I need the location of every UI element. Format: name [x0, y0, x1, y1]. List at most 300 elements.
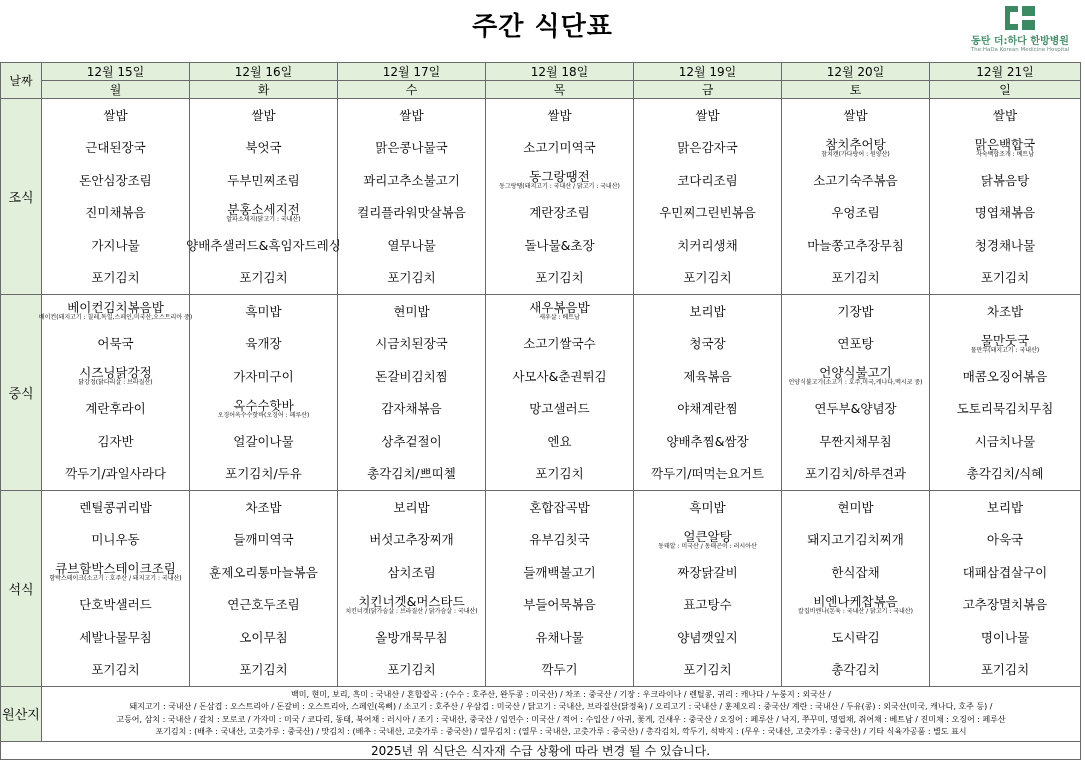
origin-line: 백미, 현미, 보리, 흑미 : 국내산 / 혼합잡곡 : (수수 : 호주산, 완두콩 : 미국산) / 차조 : 중국산 / 기장 : 우크라이나 / 렌틸콩, 귀리 : 캐나다 / 누룽지 : 외국산 /: [291, 690, 831, 699]
menu-item: [930, 621, 1080, 654]
menu-item: [486, 621, 633, 654]
menu-item-name: 렌틸콩귀리밥: [79, 499, 152, 515]
menu-item-origin-note: 물만두(돼지고기 : 국내산): [970, 346, 1040, 354]
meal-cell: [38, 295, 193, 491]
menu-item-name: 올방개묵무침: [375, 629, 448, 645]
menu-item-name: 단호박샐러드: [79, 597, 152, 613]
menu-item-name: 한식잡채: [831, 564, 880, 580]
menu-item: [190, 132, 337, 165]
menu-item-origin-note: 동그랑땡(돼지고기 : 국내산 / 닭고기 : 국내산): [499, 183, 620, 191]
menu-item: [42, 654, 189, 687]
meal-cell: [930, 99, 1081, 295]
menu-item: [930, 197, 1080, 230]
menu-item: [486, 262, 633, 295]
meal-cell: [782, 99, 930, 295]
meal-cell: [634, 99, 782, 295]
menu-item-name: 들깨백불고기: [523, 564, 596, 580]
origin-line: 고등어, 삼치 : 국내산 / 갈치 : 모로코 / 가자미 : 미국 / 코다리, 동태, 북어채 : 러시아 / 조기 : 국내산, 중국산 / 임연수 : 미국산 / 적어 : 수입산 / 아귀, 꽃게, 건새우 : 중국산 / 오징어 : 페루산 / 낙지, 쭈꾸미, 명엽채, 쥐어채 : 베트남 / 진미채 : 오징어 : 페루산: [116, 714, 1006, 724]
menu-item-name: 근대된장국: [85, 140, 146, 156]
meal-cell: [338, 491, 486, 687]
menu-item-name: 양배추찜&쌈장: [666, 433, 749, 449]
menu-item-name: 삼치조림: [387, 564, 436, 580]
menu-item: [42, 328, 189, 361]
menu-item: [634, 589, 781, 622]
menu-item: [338, 654, 485, 687]
menu-item-name: 혼합잡곡밥: [529, 499, 590, 515]
page-title: 주간 식단표: [472, 12, 613, 42]
menu-item-name: 현미밥: [837, 499, 874, 515]
weekday-cell: 화: [190, 81, 338, 99]
menu-item: [42, 99, 189, 132]
menu-item: [930, 295, 1080, 328]
menu-item: [338, 491, 485, 524]
menu-item-name: 명이나물: [980, 629, 1030, 645]
meal-cell: [42, 99, 190, 295]
menu-item: [634, 621, 781, 654]
date-header-label: 날짜: [1, 63, 42, 99]
menu-item: [486, 425, 633, 458]
menu-item: [338, 164, 485, 197]
menu-item: [486, 458, 633, 491]
meal-label: 조식: [1, 99, 42, 295]
menu-item-name: 가자미구이: [233, 368, 294, 384]
menu-item-name: 도시락김: [831, 629, 880, 645]
menu-item: [634, 654, 781, 687]
menu-item: [634, 556, 781, 589]
menu-item: [930, 99, 1080, 132]
menu-item: [634, 132, 781, 165]
origin-text: [42, 687, 1081, 742]
menu-item-name: 기장밥: [837, 303, 874, 319]
weekday-cell: 목: [486, 81, 634, 99]
menu-item: [634, 393, 781, 426]
menu-item-name: 미니우동: [91, 532, 140, 548]
weekday-cell: 월: [42, 81, 190, 99]
menu-item: [338, 328, 485, 361]
menu-item-name: 포기김치: [535, 466, 584, 482]
footer-notice: 2025년 위 식단은 식자재 수급 상황에 따라 변경 될 수 있습니다.: [1, 741, 1081, 759]
menu-item: [782, 164, 929, 197]
footer-row: [1, 741, 1081, 759]
menu-item: [782, 360, 929, 393]
menu-item-name: 진미채볶음: [85, 205, 146, 221]
menu-item-name: 감자채볶음: [381, 401, 442, 417]
menu-item: [486, 328, 633, 361]
menu-item: [634, 458, 781, 491]
menu-item-name: 깍두기/과일사라다: [65, 466, 166, 482]
menu-item-name: 총각김치: [831, 662, 880, 678]
menu-item-name: 코다리조림: [677, 172, 738, 188]
menu-item: [190, 556, 337, 589]
menu-item: [930, 393, 1080, 426]
menu-item: [338, 99, 485, 132]
menu-item: [190, 621, 337, 654]
date-cell: 12월 18일: [486, 63, 634, 81]
menu-item: [486, 99, 633, 132]
meal-cell: [634, 295, 782, 491]
menu-item: [634, 262, 781, 295]
menu-item-name: 베이컨김치볶음밥: [67, 300, 164, 316]
menu-item: [782, 262, 929, 295]
menu-item: [190, 589, 337, 622]
menu-item-name: 포기김치: [683, 662, 732, 678]
menu-item-name: 포기김치/두유: [225, 466, 302, 482]
menu-item-name: 포기김치: [239, 662, 288, 678]
menu-item-name: 사모사&춘권튀김: [512, 368, 607, 384]
menu-item: [42, 556, 189, 589]
menu-item-name: 흑미밥: [689, 499, 726, 515]
menu-item: [486, 229, 633, 262]
weekday-cell: 금: [634, 81, 782, 99]
menu-item: [42, 229, 189, 262]
menu-item-name: 연두부&양념장: [814, 401, 897, 417]
menu-item-name: 계란후라이: [85, 401, 146, 417]
menu-item-name: 컬리플라워맛살볶음: [357, 205, 466, 221]
menu-item-name: 부들어묵볶음: [523, 597, 596, 613]
menu-item-name: 계란장조림: [529, 205, 590, 221]
menu-item: [42, 132, 189, 165]
menu-item-name: 훈제오리통마늘볶음: [209, 564, 318, 580]
menu-item-origin-note: 치킨너겟(닭가슴살 : 브라질산 / 닭가슴살 : 국내산): [345, 607, 478, 615]
menu-item: [782, 524, 929, 557]
meal-label: 중식: [1, 295, 42, 491]
menu-item: [930, 229, 1080, 262]
menu-item: [190, 491, 337, 524]
menu-item-name: 쌀밥: [843, 107, 868, 123]
menu-item-name: 쌀밥: [992, 107, 1018, 123]
menu-item-name: 얼큰알탕: [683, 528, 732, 544]
menu-item-name: 시금치나물: [974, 433, 1036, 449]
menu-item-name: 오이무침: [239, 629, 288, 645]
menu-item-name: 마늘쫑고추장무침: [807, 237, 904, 253]
meal-cell: [634, 491, 782, 687]
menu-item-name: 소고기숙주볶음: [813, 172, 898, 188]
menu-item-name: 들깨미역국: [233, 532, 294, 548]
menu-item: [42, 393, 189, 426]
menu-item: [634, 360, 781, 393]
meal-cell: [190, 295, 338, 491]
menu-item-name: 맑은감자국: [677, 140, 738, 156]
menu-item: [634, 295, 781, 328]
menu-item-name: 쌀밥: [251, 107, 276, 123]
menu-item: [782, 229, 929, 262]
menu-item: [782, 295, 929, 328]
meal-cell: [930, 491, 1081, 687]
menu-item-origin-note: 베이컨(돼지고기 : 칠레,독일,스페인,미국산,오스트리아 중): [38, 314, 193, 322]
menu-item-name: 명엽채볶음: [974, 205, 1036, 221]
date-cell: 12월 19일: [634, 63, 782, 81]
menu-item-name: 표고탕수: [683, 597, 732, 613]
menu-item-origin-note: 동태알 : 미국산 / 동태곤이 : 러시아산: [658, 542, 757, 550]
menu-item: [338, 197, 485, 230]
date-cell: 12월 15일: [42, 63, 190, 81]
menu-item-name: 참치추어탕: [825, 136, 886, 152]
menu-item: [634, 197, 781, 230]
menu-item: [190, 458, 337, 491]
menu-item-name: 보리밥: [393, 499, 430, 515]
menu-item-name: 어묵국: [97, 336, 134, 352]
date-cell: 12월 21일: [930, 63, 1081, 81]
menu-item: [634, 425, 781, 458]
menu-item: [782, 458, 929, 491]
menu-item-origin-note: 자숙백합조개 : 베트남: [975, 150, 1034, 158]
menu-item: [634, 328, 781, 361]
meal-row: [1, 491, 1081, 687]
menu-item-origin-note: 알파소세지(닭고기 : 국내산): [226, 215, 301, 223]
menu-item-name: 육개장: [245, 336, 282, 352]
menu-item: [42, 491, 189, 524]
weekday-row: [1, 81, 1081, 99]
menu-item: [486, 556, 633, 589]
menu-item-name: 엔요: [547, 433, 572, 449]
menu-item: [338, 425, 485, 458]
menu-item: [782, 132, 929, 165]
meal-cell: [190, 491, 338, 687]
menu-item: [782, 197, 929, 230]
menu-item: [42, 524, 189, 557]
menu-item: [338, 589, 485, 622]
menu-item-name: 야채계란찜: [677, 401, 738, 417]
menu-item-name: 쌀밥: [103, 107, 128, 123]
menu-item-name: 돼지고기김치찌개: [807, 532, 904, 548]
menu-item-name: 큐브함박스테이크조림: [55, 561, 176, 577]
menu-item-origin-note: 닭강정(닭다리살 : 브라질산): [78, 379, 153, 387]
menu-item: [338, 393, 485, 426]
menu-item-name: 소고기미역국: [523, 140, 596, 156]
menu-item-name: 청경채나물: [974, 237, 1036, 253]
menu-item-name: 치커리생채: [677, 237, 738, 253]
menu-item: [190, 197, 337, 230]
menu-item: [486, 197, 633, 230]
menu-item: [930, 164, 1080, 197]
weekday-cell: 수: [338, 81, 486, 99]
menu-item: [634, 164, 781, 197]
meal-cell: [782, 295, 930, 491]
meal-cell: [186, 99, 341, 295]
menu-item: [486, 589, 633, 622]
menu-item-name: 양배추샐러드&흑임자드레싱: [186, 237, 341, 253]
menu-item-name: 제육볶음: [683, 368, 732, 384]
menu-item: [782, 491, 929, 524]
menu-item-name: 대패삼겹살구이: [962, 564, 1048, 580]
meal-label: 석식: [1, 491, 42, 687]
menu-item-name: 포기김치: [683, 270, 732, 286]
meal-cell: [338, 295, 486, 491]
menu-item-name: 현미밥: [393, 303, 430, 319]
menu-item-origin-note: 오징어옥수수핫바(오징어 : 페루산): [217, 411, 310, 419]
date-row: [1, 63, 1081, 81]
hospital-logo-icon: [1003, 6, 1037, 30]
menu-item: [338, 229, 485, 262]
menu-item: [42, 164, 189, 197]
menu-item: [782, 328, 929, 361]
meal-cell: [930, 295, 1081, 491]
menu-item: [930, 132, 1080, 165]
menu-item-name: 시즈닝닭강정: [79, 365, 152, 381]
menu-item-name: 새우볶음밥: [529, 300, 590, 316]
menu-item: [190, 164, 337, 197]
menu-item: [486, 491, 633, 524]
menu-item: [486, 295, 633, 328]
menu-item: [190, 360, 337, 393]
menu-item-name: 쌀밥: [399, 107, 424, 123]
menu-item-name: 고추장멸치볶음: [962, 597, 1048, 613]
origin-label: 원산지: [1, 687, 42, 742]
menu-item-name: 포기김치: [387, 662, 436, 678]
origin-row: [1, 687, 1081, 742]
menu-item: [42, 262, 189, 295]
menu-item: [190, 295, 337, 328]
menu-item-name: 총각김치/식혜: [966, 466, 1044, 482]
menu-item-name: 치킨너겟&머스타드: [358, 593, 465, 609]
meal-cell: [486, 491, 634, 687]
menu-item: [338, 360, 485, 393]
meal-cell: [486, 99, 634, 295]
menu-item-name: 포기김치: [387, 270, 436, 286]
menu-item-name: 우민찌그린빈볶음: [659, 205, 756, 221]
menu-item-name: 깍두기: [541, 662, 578, 678]
menu-item: [186, 229, 341, 262]
menu-item-name: 얼갈이나물: [233, 433, 294, 449]
menu-item: [782, 589, 929, 622]
meal-cell: [782, 491, 930, 687]
menu-item-name: 세발나물무침: [79, 629, 152, 645]
menu-item-name: 상추겉절이: [381, 433, 442, 449]
menu-item-name: 돈갈비김치찜: [375, 368, 448, 384]
meal-cell: [338, 99, 486, 295]
menu-table: [0, 62, 1081, 760]
menu-item: [190, 393, 337, 426]
menu-item-name: 포기김치: [239, 270, 288, 286]
menu-item: [338, 458, 485, 491]
menu-item: [930, 491, 1080, 524]
date-cell: 12월 17일: [338, 63, 486, 81]
menu-item-name: 언양식불고기: [819, 365, 892, 381]
menu-item: [930, 589, 1080, 622]
menu-item-name: 돌나물&초장: [524, 237, 595, 253]
menu-item: [42, 458, 189, 491]
menu-item-name: 옥수수핫바: [233, 397, 294, 413]
origin-line: 돼지고기 : 국내산 / 돈삼겹 : 오스트리아 / 돈갈비 : 오스트리아, 스페인(목뼈) / 소고기 : 호주산 / 우삼겹 : 미국산 / 닭고기 : 국내산, 브라질산(닭정육) / 오리고기 : 국내산 / 훈제오리 : 중국산/ 계란 : 국내산 / 두유(콩) : 외국산(미국, 캐나다, 호주 등) /: [129, 702, 993, 712]
hospital-subtitle: The:HaDa Korean Medicine Hospital: [970, 47, 1070, 53]
menu-item: [38, 295, 193, 328]
menu-item: [634, 491, 781, 524]
menu-item-name: 맑은백합국: [974, 136, 1036, 152]
meal-cell: [486, 295, 634, 491]
menu-item: [338, 132, 485, 165]
date-cell: 12월 20일: [782, 63, 930, 81]
menu-item-name: 닭볶음탕: [980, 172, 1030, 188]
menu-item: [930, 458, 1080, 491]
menu-item-name: 양념깻잎지: [677, 629, 738, 645]
weekday-cell: 일: [930, 81, 1081, 99]
menu-item-name: 연근호두조림: [227, 597, 300, 613]
menu-item: [338, 524, 485, 557]
menu-item-name: 시금치된장국: [375, 336, 448, 352]
menu-item: [486, 132, 633, 165]
menu-item-name: 분홍소세지전: [227, 201, 300, 217]
menu-item-origin-note: 참치캔(가다랑어 : 원양산): [821, 150, 890, 158]
menu-item: [190, 654, 337, 687]
hospital-name: 동탄 더:하다 한방병원: [971, 36, 1069, 47]
menu-item-name: 포기김치: [831, 270, 880, 286]
menu-item: [42, 621, 189, 654]
menu-item: [42, 589, 189, 622]
menu-item-name: 포기김치: [535, 270, 584, 286]
menu-item-name: 차조밥: [245, 499, 282, 515]
menu-item-name: 동그랑땡전: [529, 169, 590, 185]
menu-item: [190, 524, 337, 557]
menu-item-name: 보리밥: [689, 303, 726, 319]
menu-item-name: 북엇국: [245, 140, 282, 156]
menu-item-name: 연포탕: [837, 336, 874, 352]
menu-item-name: 포기김치: [91, 270, 140, 286]
menu-item-name: 포기김치/하루견과: [805, 466, 906, 482]
menu-item: [42, 425, 189, 458]
menu-item: [486, 654, 633, 687]
menu-item: [486, 164, 633, 197]
menu-item: [930, 556, 1080, 589]
menu-item: [930, 262, 1080, 295]
menu-item-origin-note: 함박스테이크(소고기 : 호주산 / 돼지고기 : 국내산): [49, 575, 182, 583]
menu-item-name: 도토리묵김치무침: [956, 401, 1054, 417]
menu-item: [930, 524, 1080, 557]
menu-item-name: 비엔나케찹볶음: [813, 593, 898, 609]
menu-item-name: 짜장닭갈비: [677, 564, 738, 580]
menu-item-name: 깍두기/떠먹는요거트: [651, 466, 764, 482]
menu-item: [782, 556, 929, 589]
menu-item: [782, 99, 929, 132]
menu-item-name: 포기김치: [980, 270, 1030, 286]
menu-item-name: 망고샐러드: [529, 401, 590, 417]
menu-item-name: 무짠지채무침: [819, 433, 892, 449]
meal-cell: [42, 491, 190, 687]
menu-item: [782, 425, 929, 458]
menu-item-name: 김자반: [97, 433, 134, 449]
menu-item-origin-note: 언양식불고기(소고기 : 호주,미국,캐나다,멕시코 중): [788, 379, 923, 387]
menu-item-name: 청국장: [689, 336, 726, 352]
menu-item-name: 우엉조림: [831, 205, 880, 221]
menu-item: [42, 360, 189, 393]
menu-item-name: 차조밥: [986, 303, 1024, 319]
menu-item: [190, 425, 337, 458]
menu-item-name: 포기김치: [91, 662, 140, 678]
menu-item-name: 물만둣국: [980, 332, 1030, 348]
menu-item-name: 두부민찌조림: [227, 172, 300, 188]
menu-item: [782, 654, 929, 687]
menu-item: [930, 360, 1080, 393]
menu-item-name: 유부김칫국: [529, 532, 590, 548]
menu-item-name: 쌀밥: [547, 107, 572, 123]
menu-item-name: 꽈리고추소불고기: [363, 172, 460, 188]
menu-item-origin-note: 칼집비엔나(돈육 : 국내산 / 닭고기 : 국내산): [798, 607, 913, 615]
menu-item: [486, 360, 633, 393]
menu-item: [486, 524, 633, 557]
menu-item-name: 돈안심장조림: [79, 172, 152, 188]
menu-item: [42, 197, 189, 230]
menu-item: [634, 524, 781, 557]
menu-item-name: 흑미밥: [245, 303, 282, 319]
menu-item-name: 총각김치/쁘띠첼: [367, 466, 456, 482]
weekday-cell: 토: [782, 81, 930, 99]
menu-item-name: 버섯고추장찌개: [369, 532, 454, 548]
menu-item-name: 소고기쌀국수: [523, 336, 596, 352]
menu-item: [930, 654, 1080, 687]
menu-item-name: 열무나물: [387, 237, 436, 253]
menu-item: [190, 262, 337, 295]
menu-item-name: 아욱국: [986, 532, 1024, 548]
menu-item: [782, 621, 929, 654]
